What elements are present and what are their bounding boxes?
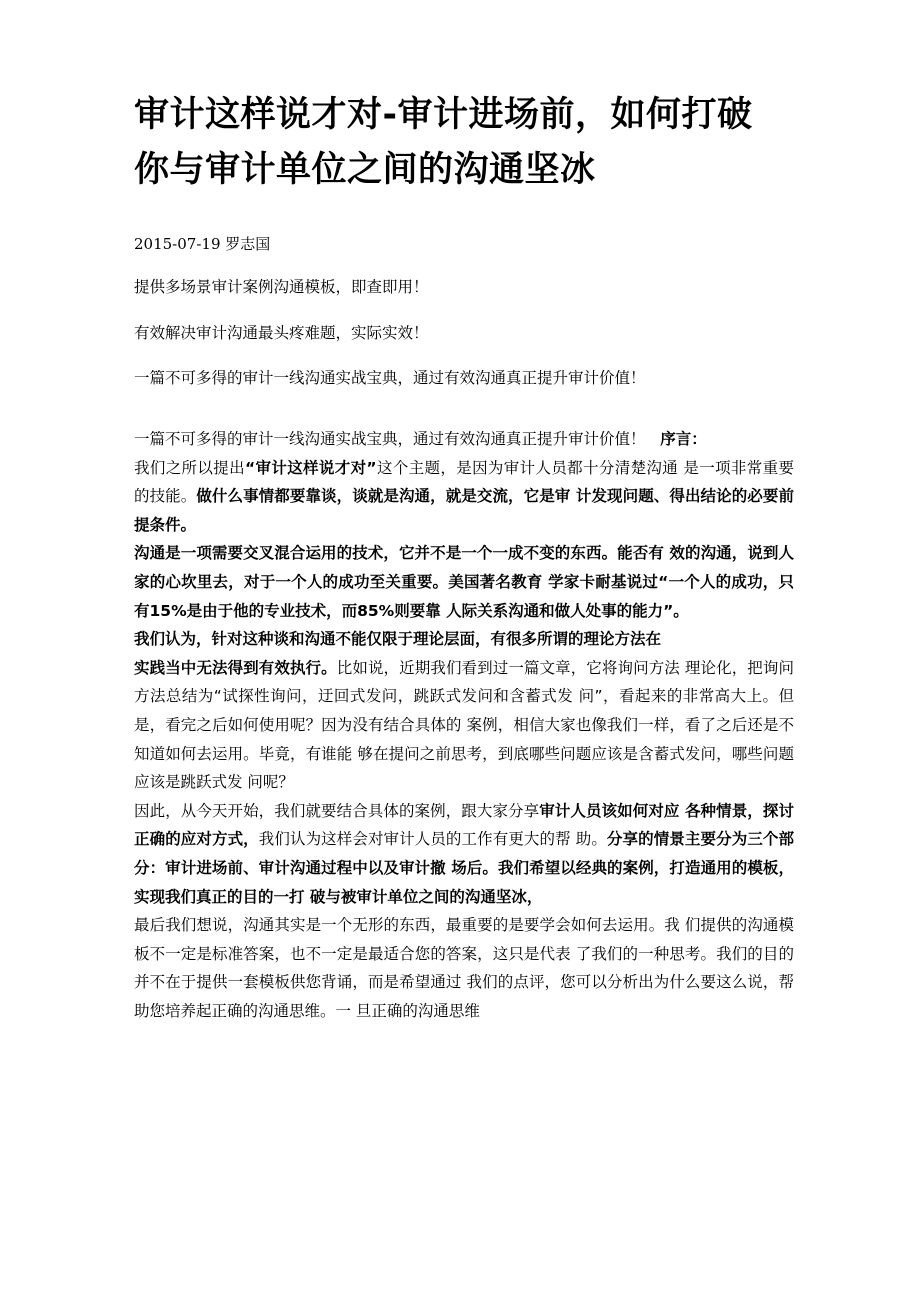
- emphasis-text: 分享的情景主要分为三个部分：审计进场前、审计沟通过程中以及审计撤 场后。我们希望以经典的案例，打造通用的模板，实现我们真正的目的一打 破与被审计单位之间的沟通坚冰，: [134, 830, 794, 906]
- paragraph-text: 因此，从今天开始，我们就要结合具体的案例，跟大家分享: [134, 801, 540, 820]
- body-paragraph-2: [134, 454, 794, 540]
- emphasis-text: 做什么事情都要靠谈，谈就是沟通，就是交流，它是审 计发现问题、得出结论的必要前提条件。: [134, 487, 794, 534]
- page-title: [134, 88, 834, 198]
- body-paragraph-1: [134, 425, 794, 454]
- summary-text: 一篇不可多得的审计一线沟通实战宝典，通过有效沟通真正提升审计价值！: [134, 430, 646, 448]
- paragraph-text: 我们认为这样会对审计人员的工作有更大的帮 助。: [258, 830, 607, 849]
- emphasis-text: 我们认为，针对这种谈和沟通不能仅限于理论层面，有很多所谓的理论方法在: [134, 630, 662, 649]
- intro-line-1: 提供多场景审计案例沟通模板，即查即用！: [134, 278, 429, 296]
- title-line-2: 你与审计单位之间的沟通坚冰: [134, 150, 596, 190]
- paragraph-text: 这个主题，是因为审计人员都十分清楚沟通 是一项非常重要的技能。: [134, 458, 794, 506]
- body-paragraph-5: [134, 797, 794, 911]
- paragraph-text: 比如说，近期我们看到过一篇文章，它将询问方法 理论化，把询问方法总结为“试探性询问，迂回式发问，跳跃式发问和含蓄式发 问”，看起来的非常高大上。但是，看完之后如何使用呢？因为没有结合具体的 案例，相信大家也像我们一样，看了之后还是不知道如何去运用。毕竟，有谁能 够在提问之前思考，到底哪些问题应该是含蓄式发问，哪些问题应该是跳跃式发 问呢？: [134, 658, 794, 792]
- intro-line-3: 一篇不可多得的审计一线沟通实战宝典，通过有效沟通真正提升审计价值！: [134, 369, 646, 387]
- emphasis-text: 沟通是一项需要交叉混合运用的技术，它并不是一个一成不变的东西。能否有 效的沟通，说到人家的心坎里去，对于一个人的成功至关重要。美国著名教育 学家卡耐基说过“一个人的成功，只有15%是由于他的专业技术，而85%则要靠 人际关系沟通和做人处事的能力”。: [134, 544, 794, 620]
- intro-line-2: 有效解决审计沟通最头疼难题，实际实效！: [134, 324, 429, 342]
- body-paragraph-4: [134, 625, 794, 797]
- article-body: [134, 425, 794, 1025]
- publish-date: 2015-07-19: [134, 235, 221, 253]
- body-paragraph-3: [134, 539, 794, 625]
- emphasis-text: 实践当中无法得到有效执行。: [134, 658, 337, 677]
- emphasis-text: 审计人员该如何对应 各种情景，探讨正确的应对方式，: [134, 801, 794, 849]
- emphasis-text: “审计这样说才对”: [244, 458, 377, 477]
- article-meta: [134, 234, 270, 254]
- paragraph-text: 我们之所以提出: [134, 458, 245, 477]
- body-paragraph-6: [134, 911, 794, 1025]
- title-line-1: 审计这样说才对-审计进场前，如何打破: [134, 95, 753, 135]
- paragraph-text: 最后我们想说，沟通其实是一个无形的东西，最重要的是要学会如何去运用。我 们提供的沟通模板不一定是标准答案，也不一定是最适合您的答案，这只是代表 了我们的一种思考。我们的目的并不在于提供一套模板供您背诵，而是希望通过 我们的点评，您可以分析出为什么要这么说，帮助您培养起正确的沟通思维。一 旦正确的沟通思维: [134, 916, 794, 1020]
- preface-heading: 序言：: [660, 430, 707, 448]
- author-name: 罗志国: [225, 235, 271, 253]
